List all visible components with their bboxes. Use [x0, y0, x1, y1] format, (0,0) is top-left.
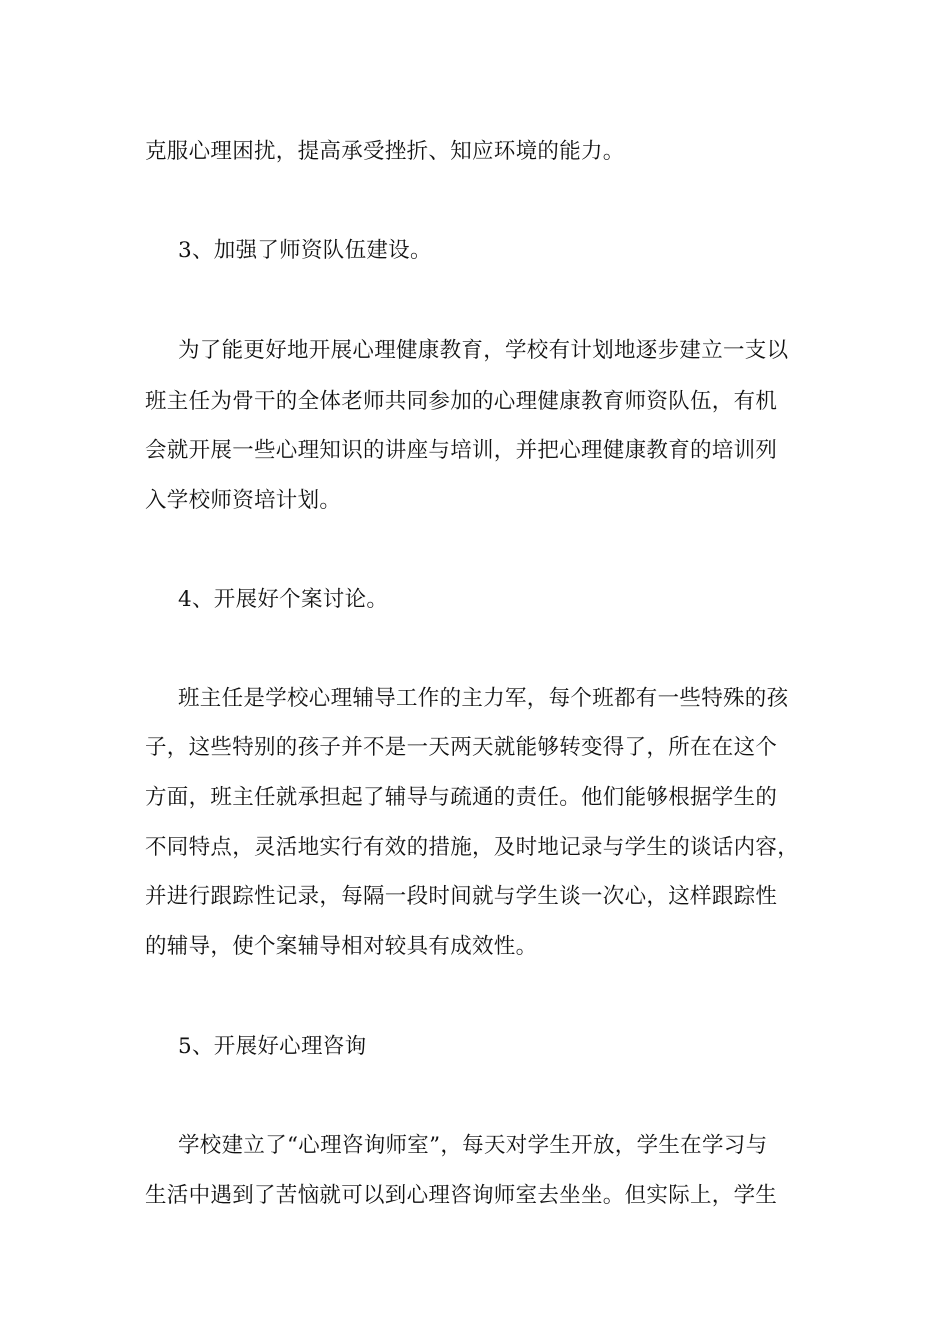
paragraph-line: 生活中遇到了苦恼就可以到心理咨询师室去坐坐。但实际上，学生 [145, 1183, 778, 1208]
paragraph-line: 方面，班主任就承担起了辅导与疏通的责任。他们能够根据学生的 [145, 785, 778, 810]
paragraph-line: 子，这些特别的孩子并不是一天两天就能够转变得了，所在在这个 [145, 735, 778, 760]
paragraph-line: 学校建立了“心理咨询师室”，每天对学生开放，学生在学习与 [178, 1133, 768, 1158]
paragraph-line: 不同特点，灵活地实行有效的措施，及时地记录与学生的谈话内容， [145, 835, 800, 860]
section-heading: 4、开展好个案讨论。 [178, 587, 389, 612]
paragraph-line: 为了能更好地开展心理健康教育，学校有计划地逐步建立一支以 [178, 338, 789, 363]
paragraph-line: 班主任为骨干的全体老师共同参加的心理健康教育师资队伍，有机 [145, 389, 778, 414]
paragraph-line: 班主任是学校心理辅导工作的主力军，每个班都有一些特殊的孩 [178, 686, 789, 711]
section-heading: 5、开展好心理咨询 [178, 1034, 367, 1059]
paragraph-line: 会就开展一些心理知识的讲座与培训，并把心理健康教育的培训列 [145, 438, 778, 463]
section-heading: 3、加强了师资队伍建设。 [178, 238, 432, 263]
paragraph-line: 的辅导，使个案辅导相对较具有成效性。 [145, 934, 538, 959]
paragraph-line: 克服心理困扰，提高承受挫折、知应环境的能力。 [145, 139, 625, 164]
paragraph-line: 入学校师资培计划。 [145, 488, 342, 513]
paragraph-line: 并进行跟踪性记录，每隔一段时间就与学生谈一次心，这样跟踪性 [145, 884, 778, 909]
